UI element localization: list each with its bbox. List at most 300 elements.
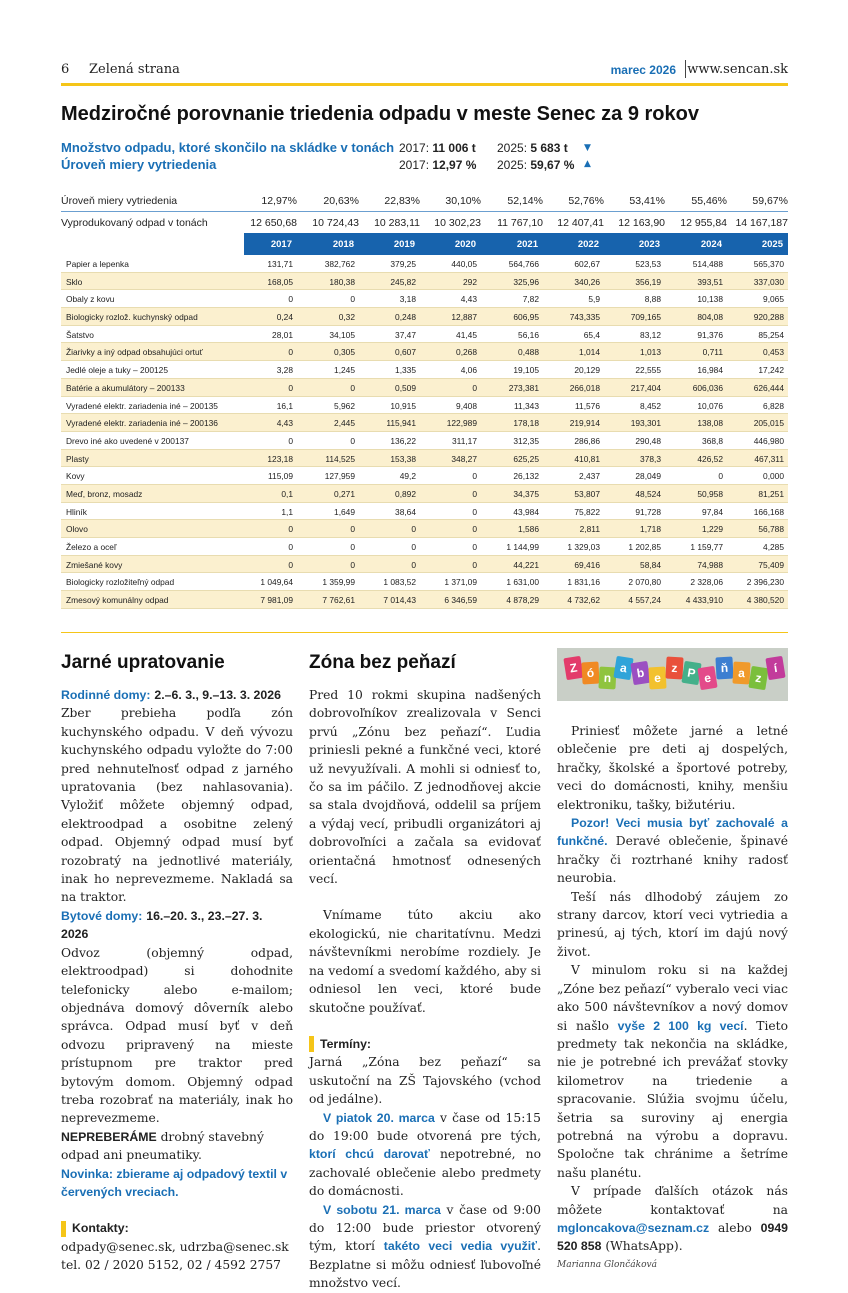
table-cell: 1 631,00 [506,577,539,588]
section-divider [61,632,788,633]
table-cell: 0,488 [518,347,539,358]
table-cell: 11,343 [514,400,539,411]
table-cell: 0,305 [334,347,355,358]
table-cell: 115,941 [386,418,416,429]
table-row [61,326,788,344]
table-cell: 0 [288,559,293,570]
year-header-cell: 2025 [761,239,783,250]
table-cell: 311,17 [452,435,477,446]
year-header-cell: 2019 [393,239,415,250]
table-cell: 368,8 [702,435,723,446]
table-row [61,485,788,503]
table-cell: 0,453 [763,347,784,358]
table-cell: 3,18 [399,294,416,305]
year-header-cell: 2017 [270,239,292,250]
table-cell: 48,524 [635,488,661,499]
table-cell: 0,000 [763,471,784,482]
table-cell: 83,12 [640,329,661,340]
table-cell: 26,132 [513,471,539,482]
landfill-label: Množstvo odpadu, ktoré skončilo na skládke v tonách [61,140,395,155]
table-cell: 410,81 [574,453,600,464]
flats-text: Odvoz (objemný odpad, elektroodpad) si dohodnite telefonicky alebo e-mailom; objednáva domový dôverník alebo správca. Odpad musí byť v deň odvozu pripravený na mieste prístupnom pre traktor pred bytovým domom. Objemný odpad treba rozobrať na materiály, inak ho neprevezmeme. [61,945,293,1126]
table-cell: 2 396,230 [746,577,784,588]
table-cell: 273,381 [508,382,539,393]
table-cell: 2,811 [579,524,600,535]
row-label: Drevo iné ako uvedené v 200137 [66,435,189,446]
row-label: Zmiešané kovy [66,559,123,570]
table-cell: 0 [288,382,293,393]
table-row [61,556,788,574]
rate-cell: 52,14% [507,195,543,207]
table-cell: 38,64 [395,506,416,517]
table-cell: 709,165 [630,312,661,323]
table-cell: 44,221 [513,559,539,570]
table-cell: 0 [350,435,355,446]
table-cell: 56,16 [518,329,539,340]
table-cell: 0 [472,524,477,535]
table-cell: 356,19 [635,276,661,287]
contacts-marker [61,1221,66,1237]
row-label: Hliník [66,506,87,517]
table-cell: 382,762 [324,259,355,269]
table-cell: 606,036 [692,382,723,393]
row-label: Jedlé oleje a tuky – 200125 [66,365,168,376]
table-cell: 1 144,99 [506,542,539,552]
table-cell: 4 732,62 [567,595,600,606]
table-cell: 69,416 [574,559,600,570]
table-cell: 81,251 [758,488,784,499]
rate-cell: 55,46% [691,195,727,207]
table-cell: 75,822 [574,506,600,517]
terms-marker [309,1036,314,1052]
table-row [61,343,788,361]
table-cell: 2,445 [334,418,355,429]
table-cell: 0,1 [281,488,293,499]
table-cell: 1 083,52 [383,577,416,588]
right-paragraph-2: Teší nás dlhodobý záujem zo strany darcov, ktorí veci vytriedia a prinesú, aj tých, ktorí im dajú nový život. [557,889,788,959]
terms-text: Jarná „Zóna bez peňazí“ sa uskutoční na ZŠ Tajovského (vchod od jedálne). [309,1055,541,1107]
rate-2017: 2017: 12,97 % [399,158,477,172]
banner-letter-tag: Z [563,656,583,680]
table-cell: 1,229 [702,524,723,535]
table-cell: 9,065 [763,294,784,305]
table-cell: 127,959 [324,471,355,482]
down-arrow-icon: ▼ [584,143,591,153]
table-cell: 378,3 [640,453,661,464]
table-row [61,379,788,397]
table-cell: 0 [411,542,416,552]
table-cell: 75,409 [758,559,784,570]
banner-letter-tag: e [648,667,666,690]
table-cell: 0 [288,294,293,305]
issue-date: marec 2026 [610,63,676,77]
table-cell: 245,82 [390,276,416,287]
zone-title: Zóna bez peňazí [309,652,456,673]
table-cell: 43,984 [513,506,539,517]
table-cell: 6,828 [763,400,784,411]
table-cell: 19,105 [513,365,539,376]
table-cell: 0,892 [395,488,416,499]
table-cell: 0 [350,524,355,535]
table-cell: 0 [288,524,293,535]
table-cell: 1,245 [334,365,355,376]
table-cell: 1 049,64 [260,577,293,588]
table-cell: 58,84 [640,559,661,570]
table-cell: 91,376 [697,329,723,340]
table-cell: 136,22 [390,435,416,446]
table-cell: 0 [472,506,477,517]
table-row [61,361,788,379]
table-cell: 0 [411,524,416,535]
banner-letter-tag: e [698,666,718,690]
banner-letter-tag: z [748,666,768,690]
table-cell: 1,718 [640,524,661,535]
table-cell: 0 [350,542,355,552]
table-cell: 219,914 [569,418,600,429]
table-cell: 65,4 [583,329,600,340]
table-row [61,467,788,485]
table-cell: 0 [411,559,416,570]
table-cell: 2,437 [579,471,600,482]
row-label: Vyradené elektr. zariadenia iné – 200135 [66,400,218,411]
table-cell: 565,370 [753,259,784,269]
row-label: Šatstvo [66,329,94,340]
table-cell: 193,301 [630,418,661,429]
zone-banner-image [557,648,788,701]
table-cell: 0 [472,559,477,570]
contact-email-link[interactable]: mgloncakova@seznam.cz [557,1220,710,1235]
contacts-email[interactable]: odpady@senec.sk, udrzba@senec.sk [61,1239,289,1254]
banner-letter-tag: í [765,656,785,680]
zone-text: Pred 10 rokmi skupina nadšených dobrovoľníkov zrealizovala v Senci prvú „Zónu bez peňazí“. Ľudia priniesli pekné a funkčné veci, ktoré už nevyužívali. A mohli si odniesť to, čo sa im páčilo. Z jednodňovej akcie sa stala dvojdňová, oddelil sa príjem a výdaj vecí, pribudli organizátori aj dobrovoľníci a začala sa evidovať orientačná hmotnosť odnesených vecí. Vnímame túto akciu ako ekologickú, nie charitatívnu. Medzi návštevníkmi nerobíme rozdiely. Je na vedomí a svedomí každého, aby si odniesol len veci, ktoré bude skutočne používať. Termíny: Jarná „Zóna bez peňazí“ sa uskutoční na ZŠ Tajovského (vchod od jedálne). V piatok 20. marca v čase od 15:15 do 19:00 bude otvorená pre tých, ktorí chcú darovať nepotrebné, no zachovalé oblečenie alebo predmety do domácnosti. V sobotu 21. marca v čase od 9:00 do 12:00 bude priestor otvorený tým, ktorí takéto veci vedia využiť. Bezplatne si môžu odniesť ľubovoľné množstvo vecí. [309,688,541,1291]
produced-cell: 12 407,41 [557,217,604,229]
table-cell: 37,47 [395,329,416,340]
table-cell: 9,408 [456,400,477,411]
table-row [61,255,788,273]
table-cell: 7,82 [522,294,539,305]
row-label: Plasty [66,453,89,464]
table-cell: 16,984 [697,365,723,376]
row-label: Meď, bronz, mosadz [66,488,143,499]
produced-cell: 14 167,187 [735,217,788,229]
page-header [61,60,788,80]
table-cell: 11,576 [575,400,600,411]
table-cell: 290,48 [635,435,661,446]
table-cell: 22,555 [635,365,661,376]
rate-row-label: Úroveň miery vytriedenia [61,195,178,207]
year-header-cell: 2024 [700,239,722,250]
produced-cell: 10 724,43 [312,217,359,229]
table-cell: 467,311 [754,453,784,464]
table-cell: 34,375 [513,488,539,499]
table-cell: 205,015 [753,418,784,429]
table-cell: 1,649 [334,506,355,517]
table-cell: 28,01 [272,329,293,340]
table-cell: 0 [718,471,723,482]
table-cell: 920,288 [753,312,784,323]
table-cell: 4 557,24 [628,595,661,606]
stats-table [61,190,788,234]
row-label: Olovo [66,524,88,535]
table-cell: 0,248 [395,312,416,323]
rate-cell: 53,41% [629,195,665,207]
table-cell: 50,958 [697,488,723,499]
row-label: Biologicky rozložiteľný odpad [66,577,175,588]
row-label: Zmesový komunálny odpad [66,595,169,606]
table-cell: 41,45 [456,329,477,340]
table-cell: 602,67 [574,259,600,269]
table-cell: 0 [288,347,293,358]
table-cell: 178,18 [513,418,539,429]
table-cell: 523,53 [635,259,661,269]
table-cell: 3,28 [276,365,293,376]
row-label: Kovy [66,471,85,482]
right-paragraph-1: Priniesť môžete jarné a letné oblečenie pre deti aj dospelých, hračky, školské a športové potreby, veci do domácnosti, knihy, menšiu elektroniku, tašky, bižutériu. [557,724,788,812]
table-cell: 6 346,59 [444,595,477,606]
year-header-cell: 2021 [516,239,538,250]
table-cell: 0 [472,542,477,552]
table-row [61,290,788,308]
table-row [61,308,788,326]
table-cell: 393,51 [697,276,723,287]
table-row [61,520,788,538]
produced-cell: 12 955,84 [680,217,727,229]
banner-letter-tag: ň [716,657,734,680]
banner-letter-tag: z [665,657,683,680]
spring-cleaning-text: Rodinné domy: 2.–6. 3., 9.–13. 3. 2026 Zber prebieha podľa zón kuchynského odpadu. V deň vývozu kuchynského odpadu vyložte do 7:00 pred nehnuteľnosť odpad z jarného upratovania (bez nahlasovania). Vyložiť môžete objemný odpad, elektroodpad a osobitne zelený odpad. Objemný odpad musí byť rozobratý na jednotlivé materiály, inak ho neprevezmeme. Nakladá sa na traktor. Bytové domy: 16.–20. 3., 23.–27. 3. 2026 Odvoz (objemný odpad, elektroodpad) si dohodnite telefonicky alebo e-mailom; objednáva domový dôverník alebo správca. Odpad musí byť v deň odvozu pripravený na mieste prístupnom pre traktor pred bytovým domom. Objemný odpad treba rozobrať na materiály, inak ho neprevezmeme. NEPREBERÁME drobný stavebný odpad ani pneumatiky. Novinka: zbierame aj odpadový textil v červených vreciach. Kontakty: odpady@senec.sk, udrzba@senec.sk tel. 02 / 2020 5152, 02 / 4592 2757 [61,686,293,1275]
table-cell: 4 878,29 [506,595,539,606]
rate-cell: 30,10% [445,195,481,207]
table-cell: 115,09 [268,471,293,482]
page-title: Medziročné porovnanie triedenia odpadu v meste Senec za 9 rokov [61,103,699,125]
table-cell: 17,242 [758,365,784,376]
table-cell: 1,014 [579,347,600,358]
table-cell: 28,049 [635,471,661,482]
table-cell: 10,138 [697,294,723,305]
produced-row-label: Vyprodukovaný odpad v tonách [61,217,208,229]
table-cell: 7 981,09 [260,595,293,606]
table-cell: 114,525 [325,453,355,464]
table-cell: 1 202,85 [628,542,661,552]
table-cell: 564,766 [508,259,539,269]
table-cell: 1 159,77 [690,542,723,552]
table-cell: 0 [472,471,477,482]
year-header-cell: 2018 [332,239,354,250]
table-cell: 12,887 [451,312,477,323]
table-cell: 1 831,16 [567,577,600,588]
table-cell: 8,452 [640,400,661,411]
table-cell: 7 762,61 [322,595,355,606]
table-cell: 0,268 [456,347,477,358]
table-cell: 0 [472,382,477,393]
table-cell: 1 359,99 [322,577,355,588]
contact-phone[interactable]: 0949 520 858 [557,1220,788,1254]
table-cell: 1,1 [281,506,293,517]
table-cell: 10,076 [697,400,723,411]
produced-cell: 10 302,23 [434,217,481,229]
table-cell: 0,271 [334,488,355,499]
table-cell: 348,27 [451,453,477,464]
zone-paragraph-1: Pred 10 rokmi skupina nadšených dobrovoľníkov zrealizovala v Senci prvú „Zónu bez peňazí“. Ľudia priniesli pekné a funkčné veci, ktoré už nevyužívali. A mohli si odniesť to, čo sa im páčilo. Z jednodňovej akcie sa stala dvojdňová, oddelil sa príjem a výdaj vecí, pribudli organizátori aj dobrovoľníci a začala sa evidovať orientačná hmotnosť odnesených vecí. [309,688,541,887]
waste-table [61,233,788,609]
table-cell: 5,962 [334,400,355,411]
table-cell: 440,05 [451,259,477,269]
header-rule [61,83,788,86]
rate-cell: 22,83% [384,195,420,207]
table-row [61,591,788,609]
table-cell: 266,018 [569,382,600,393]
table-cell: 1,013 [640,347,661,358]
table-cell: 0,509 [395,382,416,393]
banner-letter-tag: b [631,661,651,685]
page-number: 6 [61,62,70,77]
banner-letter-tag: a [732,662,750,685]
table-cell: 1 371,09 [444,577,477,588]
banner-letter-tag: n [598,667,616,690]
table-cell: 0 [350,559,355,570]
table-cell: 0 [350,294,355,305]
table-cell: 168,05 [267,276,293,287]
table-cell: 0,607 [395,347,416,358]
table-cell: 0,24 [276,312,293,323]
table-cell: 4,06 [460,365,477,376]
table-cell: 34,105 [329,329,355,340]
table-cell: 166,168 [753,506,784,517]
table-cell: 4,43 [276,418,293,429]
table-cell: 1,586 [518,524,539,535]
row-label: Sklo [66,276,83,287]
row-label: Obaly z kovu [66,294,115,305]
row-label: Železo a oceľ [66,542,117,552]
produced-row [61,212,788,234]
table-cell: 97,84 [702,506,723,517]
table-cell: 4,285 [763,542,784,552]
website-link[interactable]: www.sencan.sk [687,62,788,77]
table-row [61,414,788,432]
table-cell: 2 070,80 [628,577,661,588]
table-cell: 20,129 [574,365,600,376]
landfill-2017: 2017: 11 006 t [399,141,476,155]
table-cell: 514,488 [692,259,723,269]
table-cell: 53,807 [574,488,600,499]
year-header-cell: 2022 [577,239,599,250]
row-label: Batérie a akumulátory – 200133 [66,382,185,393]
table-cell: 625,25 [513,453,539,464]
table-cell: 16,1 [276,400,293,411]
table-cell: 804,08 [697,312,723,323]
table-cell: 2 328,06 [690,577,723,588]
row-label: Žiarivky a iný odpad obsahujúci ortuť [66,347,203,358]
table-cell: 1 329,03 [567,542,600,552]
table-row [61,573,788,591]
table-cell: 0 [288,435,293,446]
houses-text: Zber prebieha podľa zón kuchynského odpadu. V deň vývozu kuchynského odpadu vyložte do 7:00 pred nehnuteľnosť odpad z jarného upratovania (bez nahlasovania). Vyložiť môžete objemný odpad, elektroodpad a osobitne zelený odpad. Objemný odpad musí byť rozobratý na jednotlivé materiály, inak ho neprevezmeme. Nakladá sa na traktor. [61,706,293,905]
year-header-cell: 2023 [638,239,660,250]
table-cell: 5,9 [588,294,600,305]
table-cell: 379,25 [390,259,416,269]
table-cell: 312,35 [513,435,539,446]
zone-right-text: Priniesť môžete jarné a letné oblečenie pre deti aj dospelých, hračky, školské a športové potreby, veci do domácnosti, knihy, menšiu elektroniku, tašky, bižutériu. Pozor! Veci musia byť zachovalé a funkčné. Deravé oblečenie, špinavé hračky či roztrhané knihy radosť neurobia. Teší nás dlhodobý záujem zo strany darcov, ktorí veci vytriedia a prinesú, aj tých, ktorí im dajú nový život. V minulom roku si na každej „Zóne bez peňazí“ vyberalo veci viac ako 500 návštevníkov a nový domov si našlo vyše 2 100 kg vecí. Tieto predmety tak nekončia na skládke, nie je potrebné ich prevážať stovky kilometrov na triedenie a spracovanie. Slúžia svojmu účelu, šetria sa suroviny aj energia potrebná na výrobu a dopravu. Spoločne tak chránime a šetríme našu planétu. V prípade ďalších otázok nás môžete kontaktovať na mgloncakova@seznam.cz alebo 0949 520 858 (WhatsApp). Marianna Glončáková [557,722,788,1274]
news-text: Novinka: zbierame aj odpadový textil v červených vreciach. [61,1166,288,1199]
table-cell: 0,711 [702,347,723,358]
table-row [61,538,788,556]
rate-2025: 2025: 59,67 % [497,158,575,172]
table-cell: 74,988 [697,559,723,570]
table-cell: 286,86 [574,435,600,446]
banner-letter-tag: ó [581,662,599,685]
table-cell: 337,030 [753,276,784,287]
table-cell: 1,335 [395,365,416,376]
table-cell: 4 380,520 [746,595,784,606]
table-cell: 217,404 [630,382,661,393]
rate-row [61,190,788,212]
rate-cell: 59,67% [752,195,788,207]
table-cell: 8,88 [644,294,661,305]
year-header-cell: 2020 [454,239,476,250]
row-label: Vyradené elektr. zariadenia iné – 200136 [66,418,218,429]
table-cell: 123,18 [267,453,293,464]
row-label: Papier a lepenka [66,259,129,269]
table-cell: 325,96 [513,276,539,287]
banner-letter-tag: P [681,661,701,685]
table-cell: 292 [463,276,477,287]
produced-cell: 10 283,11 [374,217,420,229]
table-row [61,503,788,521]
table-cell: 4 433,910 [685,595,723,606]
landfill-2025: 2025: 5 683 t [497,141,568,155]
table-cell: 0 [288,542,293,552]
rate-cell: 20,63% [323,195,359,207]
produced-cell: 12 650,68 [250,217,297,229]
rate-cell: 12,97% [261,195,297,207]
spring-cleaning-title: Jarné upratovanie [61,652,225,673]
produced-cell: 11 767,10 [497,217,543,229]
table-cell: 122,989 [446,418,477,429]
table-cell: 4,43 [460,294,477,305]
table-cell: 446,980 [753,435,784,446]
table-cell: 626,444 [753,382,784,393]
table-row [61,450,788,468]
table-cell: 56,788 [758,524,784,535]
banner-letter-tag: a [614,656,634,680]
table-cell: 0 [350,382,355,393]
section-name: Zelená strana [89,62,180,77]
table-cell: 131,71 [267,259,293,269]
table-cell: 340,26 [574,276,600,287]
header-divider [685,60,686,78]
table-cell: 0 [472,488,477,499]
year-header-row [61,233,788,255]
table-cell: 49,2 [399,471,416,482]
table-cell: 85,254 [758,329,784,340]
table-row [61,273,788,291]
table-cell: 10,915 [390,400,416,411]
produced-cell: 12 163,90 [618,217,665,229]
table-cell: 180,38 [329,276,355,287]
contacts-phone[interactable]: tel. 02 / 2020 5152, 02 / 4592 2757 [61,1258,281,1273]
table-cell: 153,38 [390,453,416,464]
table-cell: 7 014,43 [383,595,416,606]
row-label: Biologicky rozlož. kuchynský odpad [66,312,198,323]
table-cell: 606,95 [513,312,539,323]
table-cell: 91,728 [635,506,661,517]
rate-cell: 52,76% [568,195,604,207]
signature: Marianna Glončáková [557,1259,657,1270]
table-row [61,397,788,415]
table-cell: 0,32 [338,312,355,323]
up-arrow-icon: ▲ [584,159,591,169]
table-cell: 138,08 [697,418,723,429]
